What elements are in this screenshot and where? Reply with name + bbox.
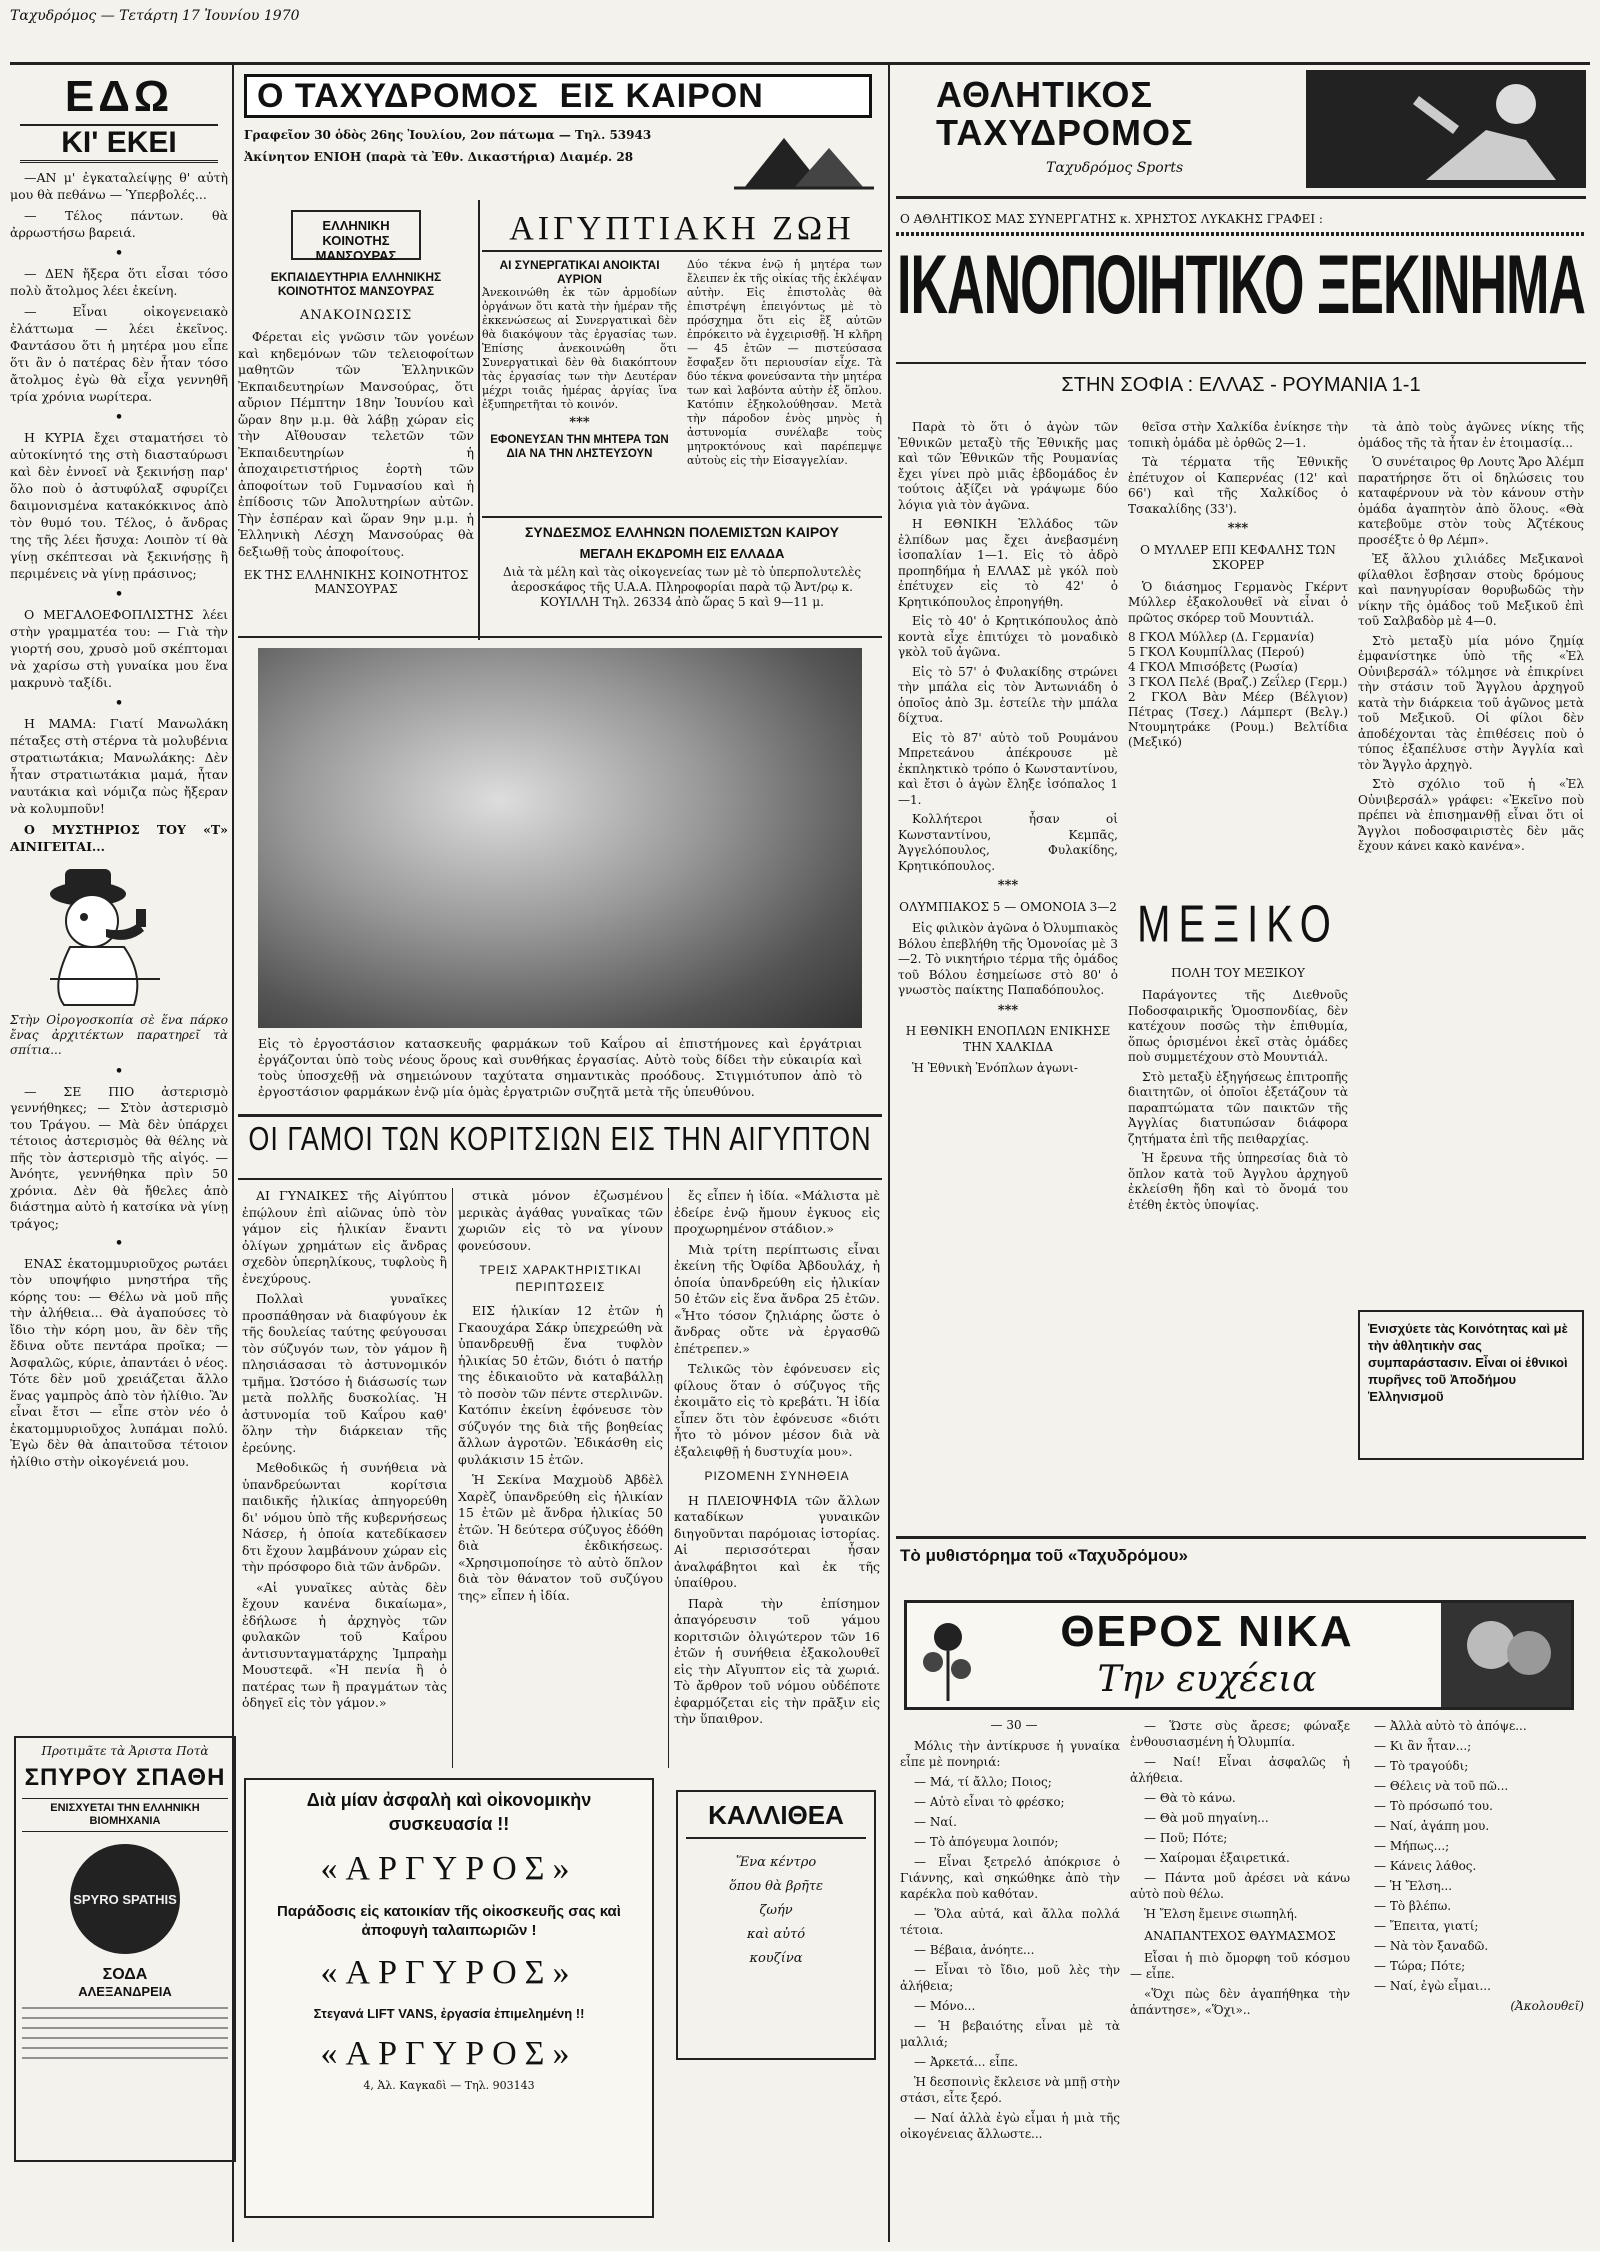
kallithea-title: ΚΑΛΛΙΘΕΑ <box>686 1800 866 1839</box>
joke-1: —ΑΝ μ' ἐγκαταλείψῃς θ' αὐτὴ μου θὰ πεθάνω — Ὑπερβολές... <box>10 170 228 202</box>
novel-line: — Χαίρομαι ἐξαιρετικά. <box>1144 1851 1290 1865</box>
top-rule <box>10 62 1590 65</box>
novel-label: Τὸ μυθιστόρημα τοῦ «Ταχυδρόμου» <box>900 1546 1188 1565</box>
argyros-ad <box>244 1778 654 2218</box>
novel-banner <box>904 1600 1574 1710</box>
novel-line: — Ναί ἀλλὰ ἐγὼ εἶμαι ἡ μιὰ τῆς οἰκογένειας ἄλλωστε... <box>900 2111 1120 2141</box>
novel-line: — Τὸ ἀπόγευμα λοιπόν; <box>914 1835 1059 1849</box>
novel-line: Εἶσαι ἡ πιὸ ὄμορφη τοῦ κόσμου — εἶπε. <box>1130 1951 1350 1981</box>
community-signature: ΕΚ ΤΗΣ ΕΛΛΗΝΙΚΗΣ ΚΟΙΝΟΤΗΤΟΣ ΜΑΝΣΟΥΡΑΣ <box>243 568 469 596</box>
col-rule-3 <box>478 200 480 640</box>
novel-line: — Ναί! Εἶναι ἀσφαλῶς ἡ ἀλήθεια. <box>1130 1755 1350 1785</box>
left-jokes-lower: • — ΣΕ ΠΙΟ ἀστερισμὸ γεννήθηκες; — Στὸν ἀστερισμὸ του Τράγου. — Μὰ δὲν ὑπάρχει τέτοιος ἀστερισμὸς θὰ θέλης νὰ πῆς τὸν ἀστερισμὸ τῆς αἰγός. — Ἀνόητε, γεννήθηκα πρὶν 50 χρόνια. Δὲν θὰ ἤθελες ἀπὸ διάστημα αὐτὸ ἡ κατσίκα νὰ γίνῃ τράγος; • ΕΝΑΣ ἑκατομμυριοῦχος ρωτάει τὸν υποψήφιο μνηστήρα τῆς κόρης του: — Θέλω νὰ μοῦ πῆς τὴν ἀλήθεια... Θὰ ἀγαπούσες τὸ ἴδιο τὴν κόρη μου, ἂν δὲν τῆς ἔδινα οὔτε πεντάρα προῖκα; — Ἀσφαλῶς, κύριε, ἀπαντάει ὁ νέος. Τότε δὲν μοῦ χρειάζεται ἄλλο ἕνας γαμπρὸς ἀπὸ τὸν ἠλίθιο. Ἂν εἶναι ἔτσι — εἶπε στὸν νέο ὁ ἑκατομμυριοῦχος λυπάμαι πολύ. Ἐγὼ δὲν θὰ ἀπαιτοῦσα τέτοιον ἠλίθιο στὴν οἰκογένειά μου. <box>10 1064 228 1469</box>
weddings-p3: Μεθοδικῶς ἡ συνήθεια νὰ ὑπανδρεύωνται κορίτσια παιδικῆς ἡλικίας ἀπηγορεύθη δι' νόμου ὑπὸ τῆς κυβερνήσεως Νάσερ, ἡ ὁποία κατεδίκασεν δτι ἔχουν λαμβάνουν χώραν εἰς τὴν πρόσφορο διὰ τῶν ἀνδρῶν. <box>242 1460 447 1574</box>
community-box <box>238 210 474 630</box>
left-jokes: —ΑΝ μ' ἐγκαταλείψῃς θ' αὐτὴ μου θὰ πεθάνω — Ὑπερβολές... — Τέλος πάντων. θὰ ἀρρωστήσω βαρειά. • — ΔΕΝ ἤξερα ὅτι εἶσαι τόσο πολὺ ἄτολμος λέει ἐκείνη. — Εἶναι οἰκογενειακὸ ἐλάττωμα — λέει ἐκεῖνος. Φαντάσου ὅτι ἡ μητέρα μου εἶπε ὅτι ἂν ὁ πατέρας δὲν ἦταν τόσο ἄτολμος ἐγὼ θὰ εἶχα γεννηθῆ τρία χρόνια νωρίτερα. • Η ΚΥΡΙΑ ἔχει σταματήσει τὸ αὐτοκίνητό της στὴ διασταύρωσι καὶ δὲν ἐννοεῖ νὰ ξεκινήσῃ παρ' ὅλο ποὺ ὁ ἀστυφύλαξ σφυρίζει δαιμονισμένα κατακόκκινος ἀπὸ τὸν θυμό του. Τέλος, ὁ ἄνδρας της τῆς λέει ἤσυχα: Λοιπὸν τί θὰ γίνῃ σκέπτεσαι νὰ ξεκινήσῃς ἢ περιμένεις νὰ γίνῃ πράσινος; • Ο ΜΕΓΑΛΟΕΦΟΠΛΙΣΤΗΣ λέει στὴν γραμματέα του: — Γιὰ τὴν γιορτή σου, χρυσὸ μοῦ σκέπτομαι νὰ χαρίσω στὴ γυναίκα μου ἕνα μακρυνὸ ταξίδι. • Η ΜΑΜΑ: Γιατί Μανωλάκη πέταξες στὴ στέρνα τὰ μολυβένια στρατιωτάκια; Μανωλάκης: Δὲν ἦταν στρατιωτάκια μαμά, ἦταν ναυτάκια καὶ νόμιζα πὼς ἤξεραν νὰ κολυμποῦν! Ο ΜΥΣΤΗΡΙΟΣ ΤΟΥ «Τ» ΑΙΝΙΓΕΙΤΑΙ... <box>10 170 228 854</box>
col-rule-2 <box>888 62 890 2242</box>
sports-subheadline: ΣΤΗΝ ΣΟΦΙΑ : ΕΛΛΑΣ - ΡΟΥΜΑΝΙΑ 1-1 <box>1061 374 1421 396</box>
weddings-subhead-2: ΡΙΖΟΜΕΝΗ ΣΥΝΗΘΕΙΑ <box>704 1469 850 1483</box>
weddings-title: ΟΙ ΓΑΜΟΙ ΤΩΝ ΚΟΡΙΤΣΙΩΝ ΕΙΣ ΤΗΝ ΑΙΓΥΠΤΟΝ <box>248 1120 872 1158</box>
argyros-address: 4, Ἀλ. Καγκαδὶ — Τηλ. 903143 <box>363 2079 535 2092</box>
kallithea-lines <box>686 1851 866 1971</box>
novel-line: — Ναί, ἀγάπη μου. <box>1374 1819 1490 1833</box>
novel-line: — Πάντα μοῦ ἀρέσει νὰ κάνω αὐτὸ ποὺ θέλω. <box>1130 1871 1350 1901</box>
spathis-logo <box>70 1844 180 1954</box>
mexico-title: ΜΕΞΙΚΟ <box>1137 896 1339 954</box>
spathis-fineprint <box>22 2007 228 2067</box>
kallithea-line: Ἕνα κέντρο <box>735 1855 817 1870</box>
egypt-life-title: ΑΙΓΥΠΤΙΑΚΗ ΖΩΗ <box>482 210 882 252</box>
novel-line: Ἡ Ἔλση ἔμεινε σιωπηλή. <box>1144 1907 1298 1921</box>
novel-line: — Εἶναι ξετρελό ἀπόκρισε ὁ Γιάννης, καὶ σηκώθηκε ἀπὸ τὴν καρέκλα ποὺ καθόταν. <box>900 1855 1120 1901</box>
factory-photo <box>258 648 862 1028</box>
spathis-logo-text: SPYRO SPATHIS <box>73 1891 177 1907</box>
sports-col-2: θεῖσα στὴν Χαλκίδα ἐνίκησε τὴν τοπικὴ ὁμάδα μὲ ὀρθῶς 2—1. Τὰ τέρματα τῆς Ἐθνικῆς ἐπέτυχον οἱ Καπερνέας (12' καὶ 66') καὶ τῆς Χαλκίδος ὁ Τσακαλίδης (33'). *** Ο ΜΥΛΛΕΡ ΕΠΙ ΚΕΦΑΛΗΣ ΤΩΝ ΣΚΟΡΕΡ Ὁ διάσημος Γερμανὸς Γκέρντ Μύλλερ ἐξακολουθεῖ νὰ εἶναι ὁ πρῶτος σκόρερ τοῦ Μουντιάλ. 8 ΓΚΟΛ Μύλλερ (Δ. Γερμανία) 5 ΓΚΟΛ Κουμπίλλας (Περού) 4 ΓΚΟΛ Μπισόβετς (Ρωσία) 3 ΓΚΟΛ Πελέ (Βραζ.) Ζεΐλερ (Γερμ.) 2 ΓΚΟΛ Βὰν Μέερ (Βέλγιον) Πέτρας (Τσεχ.) Λάμπερτ (Βελγ.) Ντουμητράκε (Ρουμ.) Βελτίδια (Μεξικό) <box>1128 420 1348 749</box>
sports-header <box>896 70 1586 190</box>
sports-c3-p4: Στὸ μεταξὺ μία μόνο ζημίᾳ ἐμφανίστηκε ὑπὸ τῆς «Ἐλ Οὐνιβερσάλ» τόλμησε νὰ ἐπικρίνει τὴν στάσιν τοῦ Ἄγγλου ἀρχηγοῦ κατὰ τὴν διάρκεια τοῦ ἀγῶνος μετὰ τοῦ Μεξικοῦ. Οἱ φίλοι δὲν ἀποδέχονται τὰς ἐπιθέσεις ποὺ ὁ τύπος ἐξαπέλυσε στὴν Ἀγγλία καὶ τὸν Ἄγγλο ἀρχηγὸ. <box>1358 633 1584 772</box>
kallithea-line: ὅπου θὰ βρῆτε <box>728 1879 824 1894</box>
novel-col-3 <box>1360 1718 1584 2238</box>
edo-heading: ΕΔΩ <box>64 72 174 121</box>
argyros-middle: Παράδοσις εἰς κατοικίαν τῆς οἰκοσκευῆς σας καὶ ἀποφυγὴ ταλαιπωριῶν ! <box>277 1903 621 1939</box>
sports-olympiakos-head: ΟΛΥΜΠΙΑΚΟΣ 5 — ΟΜΟΝΟΙΑ 3—2 <box>899 899 1117 914</box>
spathis-footer-2: ΑΛΕΞΑΝΔΡΕΙΑ <box>78 1984 172 1999</box>
joke-7: Η ΜΑΜΑ: Γιατί Μανωλάκη πέταξες στὴ στέρνα τὰ μολυβένια στρατιωτάκια; Μανωλάκης: Δὲν ἦταν στρατιωτάκια μαμά, ἦταν ναυτάκια καὶ νόμιζα πὼς ἤξεραν νὰ κολυμποῦν! <box>10 716 228 816</box>
joke-10: ΕΝΑΣ ἑκατομμυριοῦχος ρωτάει τὸν υποψήφιο μνηστήρα τῆς κόρης του: — Θέλω νὰ μοῦ πῆς τὴν ἀλήθεια... Θὰ ἀγαπούσες τὸ ἴδιο τὴν κόρη μου, ἂν δὲν τῆς ἔδινα οὔτε πεντάρα προῖκα; — Ἀσφαλῶς, κύριε, ἀπαντάει ὁ νέος. Τότε δὲν μοῦ χρειάζεται ἄλλο ἕνας γαμπρὸς ἀπὸ τὸν ἠλίθιο. Ἂν εἶναι ἔτσι — εἶπε στὸν νέο ὁ ἑκατομμυριοῦχος λυπάμαι πολύ. Ἐγὼ δὲν θὰ ἀπαιτοῦσα τέτοιον ἠλίθιο στὴν οἰκογένειά μου. <box>10 1255 228 1469</box>
joke-5: Η ΚΥΡΙΑ ἔχει σταματήσει τὸ αὐτοκίνητό της στὴ διασταύρωσι καὶ δὲν ἐννοεῖ νὰ ξεκινήσῃ παρ' ὅλο ποὺ ὁ ἀστυφύλαξ σφυρίζει δαιμονισμένα κατακόκκινος ἀπὸ τὸν θυμό του. Τέλος, ὁ ἄνδρας της τῆς λέει ἤσυχα: Λοιπὸν τί θὰ γίνῃ σκέπτεσαι νὰ ξεκινήσῃς ἢ περιμένεις νὰ γίνῃ πράσινος; <box>10 430 228 581</box>
joke-2: — Τέλος πάντων. θὰ ἀρρωστήσω βαρειά. <box>10 208 228 240</box>
sports-c3-p1: τὰ ἀπὸ τοὺς ἀγῶνες νίκης τῆς ὁμάδος τῆς τὰ ἦταν ἐν ἑτοιμασίᾳ... <box>1358 420 1584 450</box>
sports-p6: Κολλήτεροι ἦσαν οἱ Κωνσταντίνου, Κεμπᾶς, Ἀγγελόπουλος, Φυλακίδης, Κρητικόπουλος. <box>898 812 1118 873</box>
union-body: Διὰ τὰ μέλη καὶ τὰς οἰκογενείας των μὲ τὸ ὑπερπολυτελὲς ἀεροσκάφος τῆς U.A.A. Πληροφορίαι παρὰ τῷ Ἀντ/ρῳ κ. ΚΟΥΙΛΛΗ Τηλ. 26334 ἀπὸ ὥρας 5 καὶ 9—11 μ. <box>502 565 862 609</box>
sports-p3: Εἰς τὸ 40' ὁ Κρητικόπουλος ἀπὸ κοντὰ εἶχε ἐπιτύχει τὸ μοναδικὸ γκὸλ τοῦ ἀγῶνα. <box>898 614 1118 659</box>
novel-line: — Τὸ βλέπω. <box>1374 1899 1452 1913</box>
scorer-row: 5 ΓΚΟΛ Κουμπίλλας (Περού) <box>1128 645 1305 659</box>
novel-line: — Κι ἂν ἦταν...; <box>1374 1739 1472 1753</box>
sports-p4: Εἰς τὸ 57' ὁ Φυλακίδης στρώνει τὴν μπάλα εἰς τὸν Ἀντωνιάδη ὁ ὁποῖος ἀπὸ 3μ. ἐστείλε τὴν μπάλα δίχτυα. <box>898 664 1118 725</box>
sports-c2-p3: Ὁ διάσημος Γερμανὸς Γκέρντ Μύλλερ ἐξακολουθεῖ νὰ εἶναι ὁ πρῶτος σκόρερ τοῦ Μουντιάλ. <box>1128 579 1348 625</box>
scorer-row: 4 ΓΚΟΛ Μπισόβετς (Ρωσία) <box>1128 660 1298 674</box>
novel-line: — Ὥστε σὺς ἄρεσε; φώναξε ἐνθουσιασμένη ἡ Ὀλυμπία. <box>1130 1719 1350 1749</box>
weddings-p5: στικὰ μόνον ἐζωσμένου μερικὰς ἀγάθας γυναῖκας τῶν χωριῶν εἰς τὸ να γίνουν φονεύσουν. <box>458 1188 663 1253</box>
novel-line: Ἡ δεσποινὶς ἔκλεισε νὰ μπῇ στὴν στάσι, εἶτε ξερό. <box>900 2075 1120 2105</box>
spathis-footer-1: ΣΟΔΑ <box>102 1966 148 1983</box>
sports-c3-p3: Ἐξ ἄλλου χιλιάδες Μεξικανοὶ φίλαθλοι ἔσβησαν στοὺς δρόμους καὶ πανηγυρίσαν θορυβωδῶς τὴν νίκην τῆς ὁμάδος τοῦ Μεξικοῦ ἐπὶ τοῦ Σαλβαδὸρ μὲ 4—0. <box>1358 552 1584 628</box>
weddings-col-2 <box>458 1188 663 1768</box>
egypt-body-2: Δύο τέκνα ἐνῷ ἡ μητέρα των ἔλειπεν ἐκ τῆς οἰκίας τῆς ἐκλέψαν αὐτὴν. Εἰς ἐπιστολὰς θὰ ἐπιστρέψη ἐπειγόντως μὲ τὸ πρόσχημα ὅτι εἰς ἓξ αὐτῶν ἐπρόκειτο νὰ ἐγχειρισθῇ. Ἡ κλῆρη — 45 ἐτῶν — πιστεύσασα ἔσφαξεν ὅτι περιουσίαν εἶχε. Τὰ δύο τέκνα φονεύσαντα τὴν μητέρα των καὶ λαβόντα αὐτὴν ἐξ ὅπλου. Κατόπιν ἐξηκολούθησαν. Μετὰ τὴν πάροδον ἑνὸς μηνὸς ἡ ἀστυνομία συνέλαβε τοὺς μητροκτόνους καὶ παρέπεμψε αὐτοὺς εἰς τὴν Εἰσαγγελίαν. <box>687 258 882 467</box>
sports-c3-p2: Ὁ συνέταιρος θρ Λουτς Ἄρο Ἀλέμπ παρατήρησε ὅτι οἱ δηλώσεις του καταφέρνουν νὰ τὸν κάνουν στὴν ὁμάδα ἀγαπητὸν ἀπὸ ὅλους. «Θὰ κατεβοῦμε στὸν τοὺς Ἀζτέκους προσέξτε ὁ θρ Λέμπ». <box>1358 455 1584 547</box>
detective-figure-icon <box>10 859 228 1009</box>
novel-line: — Βέβαια, ἀνόητε... <box>914 1943 1035 1957</box>
joke-3: — ΔΕΝ ἤξερα ὅτι εἶσαι τόσο πολὺ ἄτολμος λέει ἐκείνη. <box>10 266 228 298</box>
date-line: Ταχυδρόμος — Τετάρτη 17 Ἰουνίου 1970 <box>10 8 300 24</box>
weddings-col-3 <box>674 1188 880 1726</box>
novel-title-1: ΘΕΡΟΣ ΝΙΚΑ <box>1060 1607 1354 1656</box>
sports-armed-head: Η ΕΘΝΙΚΗ ΕΝΟΠΛΩΝ ΕΝΙΚΗΣΕ ΤΗΝ ΧΑΛΚΙΔΑ <box>905 1024 1111 1054</box>
sports-title: ΑΘΛΗΤΙΚΟΣ ΤΑΧΥΔΡΟΜΟΣ <box>936 74 1194 153</box>
scorers-list <box>1128 630 1348 750</box>
novel-line: — Εἶναι τὸ ἴδιο, μοῦ λὲς τὴν ἀλήθεια; <box>900 1963 1120 1993</box>
sports-p7: Εἰς φιλικὸν ἀγῶνα ὁ Ὀλυμπιακὸς Βόλου ἐπεβλήθη τῆς Ὁμονοίας μὲ 3—2. Τὸ νικητήριο τέρμα τῆς ὁμάδος τοῦ Βόλου ἐσημείωσε στὸ 80' ὁ γνωστὸς παίκτης Παπαδόπουλος. <box>898 921 1118 997</box>
weddings-p1: ΑΙ ΓΥΝΑΙΚΕΣ τῆς Αἰγύπτου ἐπῴλουν ἐπὶ αἰῶνας ὑπὸ τὸν γάμον εἰς ἡλικίαν ἕναντι ὀλίγων χρημάτων εἰς ἄνδρας σχεδὸν ὑπερηλίκους, τυφλοὺς ἢ ἐνεχύρους. <box>242 1188 447 1286</box>
novel-line: «Ὅχι πὼς δὲν ἀγαπήθηκα τὴν ἀπάντησε», «Ὅχι».. <box>1130 1987 1350 2017</box>
mexico-p3: Ἡ ἔρευνα τῆς ὑπηρεσίας διὰ τὸ ὅπλον κατὰ τοῦ Ἀγγλου ἀρχηγοῦ ἐκλείσθη ἤδη καὶ τὸ ὄνομά του ἐτέθη ἐκτὸς ὑποψίας. <box>1128 1151 1348 1212</box>
egypt-sub-1: ΑΙ ΣΥΝΕΡΓΑΤΙΚΑΙ ΑΝΟΙΚΤΑΙ ΑΥΡΙΟΝ <box>499 258 660 286</box>
kallithea-line: ζωήν <box>759 1903 793 1918</box>
sports-p5: Εἰς τὸ 87' αὐτὸ τοῦ Ρουμάνου Μπρετεάνου ἀπέκρουσε μὲ ἐκπληκτικὸ τρόπο ὁ Κωνσταντίνου, καὶ ἔτσι ὁ ἀγὼν ἔληξε ἰσόπαλος 1—1. <box>898 730 1118 807</box>
kallithea-ad <box>676 1790 876 2060</box>
egypt-life: ΑΙΓΥΠΤΙΑΚΗ ΖΩΗ ΑΙ ΣΥΝΕΡΓΑΤΙΚΑΙ ΑΝΟΙΚΤΑΙ ΑΥΡΙΟΝ Ἀνεκοινώθη ἐκ τῶν ἁρμοδίων ὀργάνων ὅτι κατὰ τὴν ἡμέραν τῆς ἐκκενώσεως αἱ Συνεργατικαὶ δὲν θὰ διακόψουν τὰς ἐργασίας των. Ἐπίσης ἀνεκοινώθη ὅτι Συνεργατικαὶ δὲν θὰ διακόπτουν τὰς ἐργασίας των τὴν Δευτέραν μέχρι τοιᾶς ἡμέρας ἀργίας ἵνα ἐξυπηρετῆται τὸ κοινόν. *** ΕΦΟΝΕΥΣΑΝ ΤΗΝ ΜΗΤΕΡΑ ΤΩΝ ΔΙΑ ΝΑ ΤΗΝ ΛΗΣΤΕΥΣΟΥΝ Δύο τέκνα ἐνῷ ἡ μητέρα των ἔλειπεν ἐκ τῆς οἰκίας τῆς ἐκλέψαν αὐτὴν. Εἰς ἐπιστολὰς θὰ ἐπιστρέψη ἐπειγόντως μὲ τὸ πρόσχημα ὅτι εἰς ἓξ αὐτῶν ἐπρόκειτο νὰ ἐγχειρισθῇ. Ἡ κλῆρη — 45 ἐτῶν — πιστεύσασα ἔσφαξεν ὅτι περιουσίαν εἶχε. Τὰ δύο τέκνα φονεύσαντα τὴν μητέρα των καὶ λαβόντα αὐτὴν ἐξ ὅπλου. Κατόπιν ἐξηκολούθησαν. Μετὰ τὴν πάροδον ἑνὸς μηνὸς ἡ ἀστυνομία συνέλαβε τοὺς μητροκτόνους καὶ παρέπεμψε αὐτοὺς εἰς τὴν Εἰσαγγελίαν. <box>482 210 882 467</box>
weddings-p7: Ἡ Σεκίνα Μαχμοὺδ Ἀβδὲλ Χαρὲζ ὑπανδρεύθη εἰς ἡλικίαν 15 ἐτῶν μὲ ἄνδρα ἡλικίας 50 ἐτῶν. Ἡ δεύτερα σύζυγος ἐδόθη διὰ ἐκδικήσεως. «Χρησιμοποίησε τὸ αὐτὸ ὅπλον διὰ τὸν θάνατον τοῦ συζύγου της» εἶπεν ἡ ἰδία. <box>458 1472 663 1603</box>
mexico-p1: Παράγοντες τῆς Διεθνοῦς Ποδοσφαιρικῆς Ὁμοσπονδίας, δὲν κατέχουν ποσῶς τὴν ἐπιθυμία, ὅπως ὁρισμένοι ἐκεῖ στὰς ὁμάδες ποὺ συμμετέχουν στὸ Μουντιάλ. <box>1128 988 1348 1064</box>
weddings-p2: Πολλαὶ γυναῖκες προσπάθησαν νὰ διαφύγουν ἐκ τῆς δουλείας ταύτης φεύγουσαι τὸν σύζυγόν των, τὸν γάμον ἢ πλησιάσασαι τὸ ἀστυνομικόν τμῆμα. Ὡστόσο ἡ διάσωσίς των μετὰ πολλῆς δυσκολίας. Ἡ ἀστυνομία τοῦ Καΐρου καθ' ὅλην τὴν διάρκειαν τῆς ἐρεύνης. <box>242 1291 447 1455</box>
scorer-row: 3 ΓΚΟΛ Πελέ (Βραζ.) Ζεΐλερ (Γερμ.) <box>1128 675 1348 689</box>
sports-col-1: Παρὰ τὸ ὅτι ὁ ἀγὼν τῶν Ἐθνικῶν μεταξὺ τῆς Ἐθνικῆς μας καὶ τῶν Ἐθνικῶν τῆς Ρουμανίας ἔχει γίνει πρὸ μιᾶς ἑβδομάδος ἐν τούτοις ἀξίζει νὰ γράψωμε δύο λόγια γιὰ τὸν ἀγῶνα. Η ΕΘΝΙΚΗ Ἑλλάδος τῶν ἐλπίδων μας ἔχει ἀνεβασμένη ἰσοπαλίαν 1—1. Εἰς τὸ ἀδρὸ προπηδήμα ἡ ΕΛΛΑΣ μὲ γκόλ ποὺ ἐπέτυχεν εἰς τὸ 42' ὁ Κρητικόπουλος ἐπροηγήθη. Εἰς τὸ 40' ὁ Κρητικόπουλος ἀπὸ κοντὰ εἶχε ἐπιτύχει τὸ μοναδικὸ γκὸλ τοῦ ἀγῶνα. Εἰς τὸ 57' ὁ Φυλακίδης στρώνει τὴν μπάλα εἰς τὸν Ἀντωνιάδη ὁ ὁποῖος ἀπὸ 3μ. ἐστείλε τὴν μπάλα δίχτυα. Εἰς τὸ 87' αὐτὸ τοῦ Ρουμάνου Μπρετεάνου ἀπέκρουσε μὲ ἐκπληκτικὸ τρόπο ὁ Κωνσταντίνου, καὶ ἔτσι ὁ ἀγὼν ἔληξε ἰσόπαλος 1—1. Κολλήτεροι ἦσαν οἱ Κωνσταντίνου, Κεμπᾶς, Ἀγγελόπουλος, Φυλακίδης, Κρητικόπουλος. *** ΟΛΥΜΠΙΑΚΟΣ 5 — ΟΜΟΝΟΙΑ 3—2 Εἰς φιλικὸν ἀγῶνα ὁ Ὀλυμπιακὸς Βόλου ἐπεβλήθη τῆς Ὁμονοίας μὲ 3—2. Τὸ νικητήριο τέρμα τῆς ὁμάδος τοῦ Βόλου ἐσημείωσε στὸ 80' ὁ γνωστὸς παίκτης Παπαδόπουλος. *** Η ΕΘΝΙΚΗ ΕΝΟΠΛΩΝ ΕΝΙΚΗΣΕ ΤΗΝ ΧΑΛΚΙΔΑ Ἡ Ἐθνικὴ Ἐνόπλων ἀγωνι- <box>898 420 1118 1075</box>
sports-c3-p5: Στὸ σχόλιο τοῦ ἡ «Ἐλ Οὐνιβερσάλ» γράφει: «Ἐκεῖνο ποὺ πρέπει νὰ ἐπισημανθῇ εἶναι ὅτι οἱ Ἄγγλοι ποδοσφαιριστὲς δὲν μᾶς ἔχουν κάνει κακὸ κανένα». <box>1358 777 1584 853</box>
argyros-brand-2: «ΑΡΓΥΡΟΣ» <box>320 1954 578 1991</box>
novel-line: — Κάνεις λάθος. <box>1374 1859 1477 1873</box>
sports-c2-p1: θεῖσα στὴν Χαλκίδα ἐνίκησε τὴν τοπικὴ ὁμάδα μὲ ὀρθῶς 2—1. <box>1128 420 1348 450</box>
pyramids-icon <box>734 120 874 190</box>
mexico-body <box>1128 988 1348 1508</box>
community-org: ΕΚΠΑΙΔΕΥΤΗΡΙΑ ΕΛΛΗΝΙΚΗΣ ΚΟΙΝΟΤΗΤΟΣ ΜΑΝΣΟΥΡΑΣ <box>270 270 442 298</box>
spathis-brand: ΣΠΥΡΟΥ ΣΠΑΘΗ <box>24 1764 226 1791</box>
kiekei-heading: ΚΙ' ΕΚΕΙ <box>20 124 218 163</box>
spathis-ad <box>14 1736 236 2162</box>
novel-line: — Αὐτὸ εἶναι τὸ φρέσκο; <box>914 1795 1065 1809</box>
subscribe-text: Ἐνισχύετε τὰς Κοινότητας καὶ μὲ τὴν ἀθλητικὴν σας συμπαράστασιν. Εἶναι οἱ ἐθνικοὶ πυρῆνες τοῦ Ἀποδήμου Ἑλληνισμοῦ <box>1368 1321 1568 1404</box>
union-box <box>482 516 882 631</box>
scorer-row: 8 ΓΚΟΛ Μύλλερ (Δ. Γερμανία) <box>1128 630 1315 644</box>
weddings-p4: «Αἱ γυναῖκες αὐτὰς δὲν ἔχουν κανένα δικαίωμα», ἐδήλωσε ἡ ἀρχηγὸς τῶν φυλακῶν τοῦ Καΐρου ἀντισυνταγματάρχης Ἰμπραὴμ Μουστεφᾶ. «Ἡ πενία ἢ ὁ πατέρας των ἢ πραγμάτων τὰς ὁδηγεῖ εἰς τὸν γάμον.» <box>242 1579 447 1710</box>
novel-line: — Μόνο... <box>914 1999 976 2013</box>
left-column <box>10 66 228 2236</box>
masthead-address-1: Γραφεῖον 30 ὁδὸς 26ης Ἰουλίου, 2ον πάτωμα — Τηλ. 53943 <box>244 128 652 142</box>
novel-line: — Ὅλα αὐτά, καὶ ἄλλα πολλά τέτοια. <box>900 1907 1120 1937</box>
spathis-tag: ΕΝΙΣΧΥΕΤΑΙ ΤΗΝ ΕΛΛΗΝΙΚΗ ΒΙΟΜΗΧΑΝΙΑ <box>22 1798 228 1832</box>
novel-col-1 <box>900 1738 1120 2238</box>
argyros-small: Στεγανά LIFT VANS, ἐργασία ἐπιμελημένη !! <box>313 2006 585 2021</box>
community-heading: ΑΝΑΚΟΙΝΩΣΙΣ <box>299 308 413 323</box>
novel-line: — Ποῦ; Πότε; <box>1144 1831 1228 1845</box>
community-stamp <box>291 210 421 263</box>
community-body: Φέρεται εἰς γνῶσιν τῶν γονέων καὶ κηδεμόνων τῶν τελειοφοίτων μαθητῶν τῶν Ἑλληνικῶν Ἐκπαιδευτηρίων Μανσούρας, ὅτι αὔριον Πέμπτην 18ην Ἰουνίου καὶ ὥραν 8ην μ.μ. θὰ λάβῃ χώραν εἰς τὴν Αἴθουσαν τελετῶν τῶν Ἐκπαιδευτηρίων ἡ ἀποχαιρετιστήριος ἑορτὴ τῶν ἀποφοίτων τοῦ Γυμνασίου καὶ ἡ ἐπίδοσις τῶν Ἀπολυτηρίων αὐτῶν. Τὴν ἑσπέραν καὶ ὥραν 9ην μ.μ. ἡ Ἑλληνικὴ Λέσχη Μανσούρας θὰ δεξιωθῇ τοὺς ἀποφοίτους. <box>238 329 474 559</box>
masthead <box>238 70 878 192</box>
sports-p8: Ἡ Ἐθνικὴ Ἐνόπλων ἀγωνι- <box>912 1061 1078 1075</box>
sports-headline: ΙΚΑΝΟΠΟΙΗΤΙΚΟ ΞΕΚΙΝΗΜΑ <box>897 239 1585 333</box>
novel-line: — Ναί. <box>914 1815 957 1829</box>
weddings-p9: Μιὰ τρίτη περίπτωσις εἶναι ἐκείνη τῆς Ὀφίδα Ἀβδουλάχ, ἡ ὁποία ὑπανδρεύθη εἰς ἡλικίαν 50 ἐτῶν εἰς ἕνα ἄνδρα 25 ἐτῶν. «Ἦτο τόσον ζηλιάρης ὥστε ὁ ἄνδρας οὔτε νὰ ἐργασθῶ ἐπέτρεπεν.» <box>674 1241 880 1356</box>
novel-line: — Ἔπειτα, γιατί; <box>1374 1919 1479 1933</box>
novel-line: — Θὰ τὸ κάνω. <box>1144 1791 1236 1805</box>
weddings-p6: ΕΙΣ ἡλικίαν 12 ἐτῶν ἡ Γκαουχάρα Σάκρ ὑπεχρεώθη νὰ ὑπανδρευθῇ ἕνα τυφλὸν ἡλικίας 50 ἐτῶν, διότι ὁ πατήρ της ἐδικαιοῦτο νὰ καταβάλλῃ τὸ ποσὸν τῶν πέντε στερλινῶν. Κατόπιν ἐκείνη ἐφόνευσε τὸν σύζυγόν της διὰ τῆς βοηθείας ἄλλων ἀγροτῶν. Ἐδικάσθη εἰς φυλάκισιν 15 ἐτῶν. <box>458 1303 663 1467</box>
detective-cartoon <box>10 859 228 1009</box>
flower-icon <box>913 1607 983 1707</box>
athlete-figure-icon <box>1306 70 1586 188</box>
weddings-p12: Παρὰ τὴν ἐπίσημον ἀπαγόρευσιν τοῦ γάμου κοριτσιῶν ὀλιγώτερον τῶν 16 ἐτῶν ἡ συνήθεια ἐξακολουθεῖ εἰς τὴν Αἴγυπτον εἰς τὰ χωριά. Τὸ ἄρθρον τοῦ νόμου οὐδέποτε ἐφαρμόζεται εἰς τὴν πρᾶξιν εἰς τὴν ὕπαιθρον. <box>674 1595 880 1726</box>
novel-line: — Τώρα; Πότε; <box>1374 1959 1466 1973</box>
scorer-row: 2 ΓΚΟΛ Βὰν Μέερ (Βέλγιον) Πέτρας (Τσεχ.) Λάμπερτ (Βελγ.) Ντουμητράκε (Ρουμ.) Βελτίδια (Μεξικό) <box>1128 690 1348 749</box>
novel-line: — Τὸ τραγούδι; <box>1374 1759 1469 1773</box>
weddings-subhead-1: ΤΡΕΙΣ ΧΑΡΑΚΤΗΡΙΣΤΙΚΑΙ ΠΕΡΙΠΤΩΣΕΙΣ <box>479 1263 642 1294</box>
sports-col-3 <box>1358 420 1584 1300</box>
masthead-title: Ο ΤΑΧΥΔΡΟΜΟΣ ΕΙΣ ΚΑΙΡΟΝ <box>244 74 872 118</box>
novel-line: — Μήπως...; <box>1374 1839 1450 1853</box>
photo-caption: Εἰς τὸ ἐργοστάσιον κατασκευῆς φαρμάκων τοῦ Καΐρου αἱ ἐπιστήμονες καὶ ἐργάτριαι ἐργάζονται ὑπὸ τοὺς νέους ὅρους καὶ συνθήκας ἐργασίας. Αὐτὸ τοὺς δίδει τὴν εὐκαιρία καὶ τοὺς ὑποσχεθῇ νὰ σημειώνουν ταχύτατα σημαντικὰς προόδους. Στιγμιότυπον ἀπὸ τὸ ἐργοστάσιον φαρμάκων ἐνῷ μία ὁμὰς ἐργατριῶν συζητᾶ μετὰ τῆς ὑπευθύνου. <box>258 1036 862 1099</box>
novel-line: — Θέλεις νὰ τοῦ πῶ... <box>1374 1779 1509 1793</box>
couple-portrait-icon <box>1441 1603 1571 1707</box>
egypt-body-1: Ἀνεκοινώθη ἐκ τῶν ἁρμοδίων ὀργάνων ὅτι κατὰ τὴν ἡμέραν τῆς ἐκκενώσεως αἱ Συνεργατικαὶ δὲν θὰ διακόψουν τὰς ἐργασίας των. Ἐπίσης ἀνεκοινώθη ὅτι Συνεργατικαὶ δὲν θὰ διακόπτουν τὰς ἐργασίας των τὴν Δευτέραν μέχρι τοιᾶς ἡμέρας ἀργίας ἵνα ἐξυπηρετῆται τὸ κοινόν. <box>482 286 677 411</box>
weddings-p10: Τελικῶς τὸν ἐφόνευσεν εἰς φίλους ὅταν ὁ σύζυγος τῆς ἐκοιμᾶτο εἰς τὸ κρεβάτι. Ἡ ἰδία εἶπεν ὅτι τὸν ἐφόνευσε «διότι ἦτο τὸ μόνον μέσον διὰ νὰ ἐξαλειφθῇ ἡ δυστυχία μου». <box>674 1361 880 1459</box>
sports-p1: Παρὰ τὸ ὅτι ὁ ἀγὼν τῶν Ἐθνικῶν μεταξὺ τῆς Ἐθνικῆς μας καὶ τῶν Ἐθνικῶν τῆς Ρουμανίας ἔχει γίνει πρὸ μιᾶς ἑβδομάδος ἐν τούτοις ἀξίζει νὰ γράψωμε δύο λόγια γιὰ τὸν ἀγῶνα. <box>898 420 1118 512</box>
argyros-brand-1: «ΑΡΓΥΡΟΣ» <box>320 1850 578 1887</box>
novel-subhead: ΑΝΑΠΑΝΤΕΧΟΣ ΘΑΥΜΑΣΜΟΣ <box>1144 1929 1336 1943</box>
novel-line: — Μά, τί ἄλλο; Ποιος; <box>914 1775 1052 1789</box>
novel-col-2 <box>1130 1718 1350 2238</box>
joke-4: — Εἶναι οἰκογενειακὸ ἐλάττωμα — λέει ἐκεῖνος. Φαντάσου ὅτι ἡ μητέρα μου εἶπε ὅτι ἂν ὁ πατέρας δὲν ἦταν τόσο ἄτολμος ἐγὼ θὰ εἶχα γεννηθῆ τρία χρόνια νωρίτερα. <box>10 304 228 404</box>
spathis-intro: Προτιμᾶτε τὰ Ἀριστα Ποτὰ <box>41 1744 209 1758</box>
masthead-address-2: Ἀκίνητον ΕΝΙΟΗ (παρὰ τὰ Ἐθν. Δικαστήρια) Διαμέρ. 28 <box>244 150 634 164</box>
kallithea-line: καὶ αὐτό <box>746 1927 806 1942</box>
joke-6: Ο ΜΕΓΑΛΟΕΦΟΠΛΙΣΤΗΣ λέει στὴν γραμματέα του: — Γιὰ τὴν γιορτή σου, χρυσὸ μοῦ σκέπτομαι νὰ χαρίσω στὴ γυναίκα μου ἕνα μακρυνὸ ταξίδι. <box>10 607 228 690</box>
weddings-p11: Η ΠΛΕΙΟΨΗΦΙΑ τῶν ἄλλων καταδίκων γυναικῶν διηγοῦνται παρόμοιας ἱστορίας. Αἱ περισσότεραι ἦσαν ἀναλφάβητοι καὶ ἐκ τῆς ὑπαίθρου. <box>674 1492 880 1590</box>
mexico-sub: ΠΟΛΗ ΤΟΥ ΜΕΞΙΚΟΥ <box>1171 966 1305 980</box>
argyros-brand-3: «ΑΡΓΥΡΟΣ» <box>320 2035 578 2072</box>
union-title: ΣΥΝΔΕΣΜΟΣ ΕΛΛΗΝΩΝ ΠΟΛΕΜΙΣΤΩΝ ΚΑΙΡΟΥ <box>524 524 839 540</box>
community-stamp-text: ΕΛΛΗΝΙΚΗ ΚΟΙΝΟΤΗΣ ΜΑΝΣΟΥΡΑΣ <box>315 218 397 263</box>
novel-line: — Ναί, ἐγὼ εἶμαι... <box>1374 1979 1491 1993</box>
sports-p2: Η ΕΘΝΙΚΗ Ἑλλάδος τῶν ἐλπίδων μας ἔχει ἀνεβασμένη ἰσοπαλίαν 1—1. Εἰς τὸ ἀδρὸ προπηδήμα ἡ ΕΛΛΑΣ μὲ γκόλ ποὺ ἐπέτυχεν εἰς τὸ 42' ὁ Κρητικόπουλος ἐπροηγήθη. <box>898 517 1118 609</box>
novel-line: — Τὸ πρόσωπό του. <box>1374 1799 1493 1813</box>
novel-line: — Νὰ τὸν ξαναδῶ. <box>1374 1939 1489 1953</box>
novel-line: Μόλις τὴν ἀντίκρυσε ἡ γυναίκα εἶπε μὲ πονηριά: <box>900 1739 1120 1769</box>
mexico-p2: Στὸ μεταξὺ ἐξηγήσεως ἐπιτροπῆς διαιτητῶν, οἱ ὁποῖοι ἐξετάζουν τὰ παραπτώματα τῶν παικτῶν τῆς Ἀγγλίας διατυπώσαν διάφορα ζητήματα ἐπὶ τῆς πειθαρχίας. <box>1128 1069 1348 1146</box>
union-subtitle: ΜΕΓΑΛΗ ΕΚΔΡΟΜΗ ΕΙΣ ΕΛΛΑΔΑ <box>579 546 785 561</box>
sports-c2-p2: Τὰ τέρματα τῆς Ἐθνικῆς ἐπέτυχον οἱ Καπερνέας (12' καὶ 66') καὶ τῆς Χαλκίδος ὁ Τσακαλίδης (33'). <box>1128 455 1348 516</box>
sports-header-sub: Ταχυδρόμος Sports <box>1046 160 1184 176</box>
novel-line: — Ἀρκετά... εἶπε. <box>914 2055 1019 2069</box>
novel-line: — Ἀλλὰ αὐτὸ τὸ ἀπόψε... <box>1374 1719 1527 1733</box>
sports-correspondent: Ο ΑΘΛΗΤΙΚΟΣ ΜΑΣ ΣΥΝΕΡΓΑΤΗΣ κ. ΧΡΗΣΤΟΣ ΛΥΚΑΚΗΣ ΓΡΑΦΕΙ : <box>900 212 1323 226</box>
novel-line: — Ἡ Ἔλση... <box>1374 1879 1453 1893</box>
sports-muller-head: Ο ΜΥΛΛΕΡ ΕΠΙ ΚΕΦΑΛΗΣ ΤΩΝ ΣΚΟΡΕΡ <box>1140 542 1336 572</box>
kallithea-line: κουζίνα <box>749 1951 803 1966</box>
weddings-col-1 <box>242 1188 447 1768</box>
novel-title-2: Την ευχέεια <box>1097 1659 1317 1700</box>
joke-9: — ΣΕ ΠΙΟ ἀστερισμὸ γεννήθηκες; — Στὸν ἀστερισμὸ του Τράγου. — Μὰ δὲν ὑπάρχει τέτοιος ἀστερισμὸς θὰ θέλης νὰ πῆς τὸν ἀστερισμὸ τῆς αἰγός. — Ἀνόητε, γεννήθηκα πρὶν 50 χρόνια. Δὲν θὰ ἤθελες ἀπὸ διάστημα αὐτὸ ἡ κατσίκα νὰ γίνῃ τράγος; <box>10 1083 228 1231</box>
subscribe-box <box>1358 1310 1584 1460</box>
novel-line: — Ἡ βεβαιότης εἶναι μὲ τὰ μαλλιά; <box>900 2019 1120 2049</box>
argyros-headline: Διὰ μίαν ἀσφαλὴ καὶ οἰκονομικὴν συσκευασία !! <box>306 1790 592 1834</box>
novel-continued: (Ἀκολουθεῖ) <box>1510 1999 1584 2013</box>
weddings-p8: ἔς εἶπεν ἡ ἰδία. «Μάλιστα μὲ ἐδείρε ἐνῷ ἤμουν ἐγκυος εἰς προχωρημένον στάδιον.» <box>674 1188 880 1236</box>
cartoon-caption: Στὴν Οἰρογοσκοπία σὲ ἕνα πάρκο ἔνας ἀρχιτέκτων παρατηρεῖ τὰ σπίτια... <box>10 1013 228 1057</box>
joke-8: Ο ΜΥΣΤΗΡΙΟΣ ΤΟΥ «Τ» ΑΙΝΙΓΕΙΤΑΙ... <box>10 822 228 854</box>
egypt-sub-2: ΕΦΟΝΕΥΣΑΝ ΤΗΝ ΜΗΤΕΡΑ ΤΩΝ ΔΙΑ ΝΑ ΤΗΝ ΛΗΣΤΕΥΣΟΥΝ <box>490 434 669 460</box>
novel-chapter: — 30 — <box>990 1718 1038 1732</box>
novel-line: — Θὰ μοῦ πηγαίνη... <box>1144 1811 1269 1825</box>
